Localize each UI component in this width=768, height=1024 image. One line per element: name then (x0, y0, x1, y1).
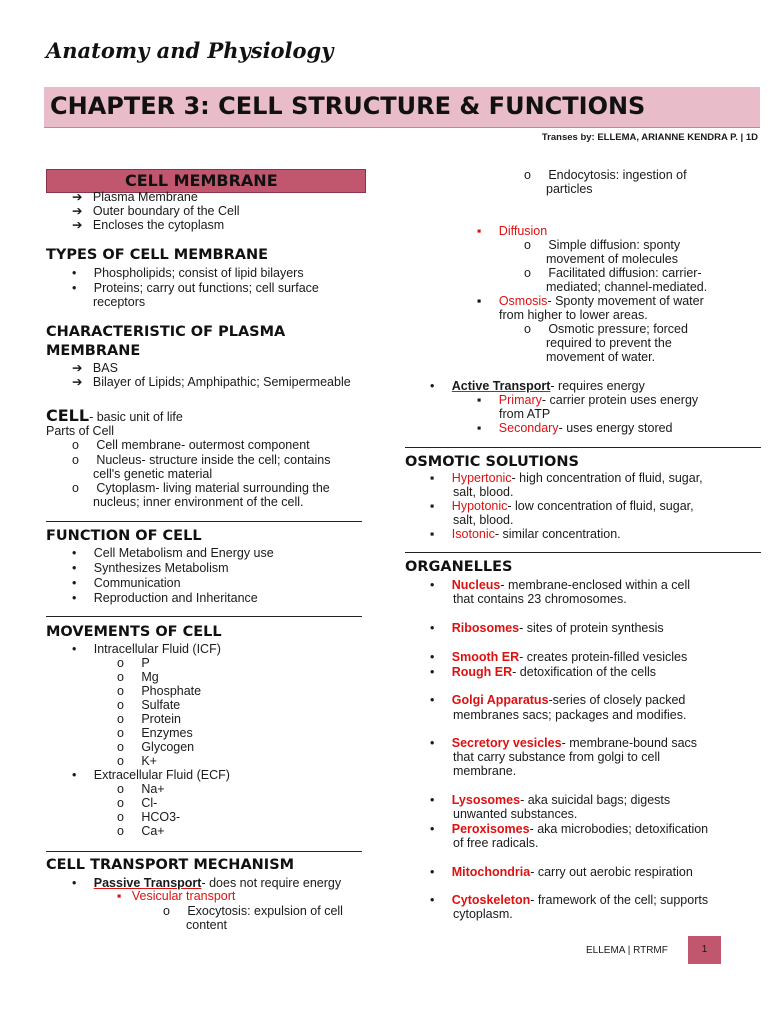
list-item: ▪ Vesicular transport (117, 889, 236, 903)
divider (46, 851, 362, 852)
list-item-continued: cytoplasm. (453, 907, 513, 921)
list-item: ➔ Plasma Membrane (72, 190, 198, 204)
list-item: o Cytoplasm- living material surrounding the (72, 481, 330, 495)
list-item: • Phospholipids; consist of lipid bilayers (72, 266, 304, 280)
list-item: • Peroxisomes- aka microbodies; detoxification (430, 822, 709, 836)
list-item: • Extracellular Fluid (ECF) (72, 768, 230, 782)
cell-membrane-title: CELL MEMBRANE (125, 171, 278, 190)
list-item: ▪ Secondary- uses energy stored (477, 421, 673, 435)
page-number-badge (688, 936, 721, 964)
list-item-continued: movement of molecules (546, 252, 679, 266)
list-item-continued: required to prevent the (546, 336, 672, 350)
list-item: o Glycogen (117, 740, 195, 754)
section-heading: TYPES OF CELL MEMBRANE (46, 247, 269, 263)
list-item-continued: membranes sacs; packages and modifies. (453, 708, 687, 722)
list-item: o Nucleus- structure inside the cell; contains (72, 453, 331, 467)
list-item-continued: of free radicals. (453, 836, 539, 850)
list-item: • Reproduction and Inheritance (72, 591, 258, 605)
section-heading: MEMBRANE (46, 343, 141, 359)
list-item: ➔ Encloses the cytoplasm (72, 218, 225, 232)
chapter-title: CHAPTER 3: CELL STRUCTURE & FUNCTIONS (50, 92, 646, 120)
list-item: o Phosphate (117, 684, 202, 698)
list-item: ▪ Diffusion (477, 224, 548, 238)
list-item-continued: salt, blood. (453, 485, 514, 499)
list-item: ▪ Osmosis- Sponty movement of water (477, 294, 704, 308)
chapter-banner (44, 87, 760, 128)
list-item: ➔ Bilayer of Lipids; Amphipathic; Semipermeable (72, 375, 351, 389)
list-item-continued: particles (546, 182, 593, 196)
list-item-continued: salt, blood. (453, 513, 514, 527)
list-item: • Smooth ER- creates protein-filled vesicles (430, 650, 688, 664)
list-item: • Synthesizes Metabolism (72, 561, 229, 575)
list-item-continued: content (186, 918, 228, 932)
footer-label: ELLEMA | RTRMF (586, 945, 668, 956)
list-item: o Protein (117, 712, 181, 726)
transes-credit: Transes by: ELLEMA, ARIANNE KENDRA P. | 1D (541, 132, 758, 143)
section-heading: CHARACTERISTIC OF PLASMA (46, 324, 286, 340)
list-item: ➔ Outer boundary of the Cell (72, 204, 240, 218)
list-item: o Exocytosis: expulsion of cell (163, 904, 343, 918)
section-heading: ORGANELLES (405, 559, 513, 575)
list-item-continued: that contains 23 chromosomes. (453, 592, 627, 606)
list-item-continued: movement of water. (546, 350, 656, 364)
list-item: • Cell Metabolism and Energy use (72, 546, 274, 560)
list-item-continued: nucleus; inner environment of the cell. (93, 495, 304, 509)
list-item: • Nucleus- membrane-enclosed within a cell (430, 578, 691, 592)
list-item: ▪ Hypertonic- high concentration of fluid, sugar, (430, 471, 703, 485)
list-item: • Proteins; carry out functions; cell surface (72, 281, 319, 295)
list-item-continued: from higher to lower areas. (499, 308, 648, 322)
list-item: ➔ BAS (72, 361, 118, 375)
list-item: • Golgi Apparatus-series of closely packed (430, 693, 686, 707)
course-title: Anatomy and Physiology (46, 38, 334, 63)
list-item: o Ca+ (117, 824, 165, 838)
list-item-continued: cell's genetic material (93, 467, 213, 481)
list-item: ▪ Isotonic- similar concentration. (430, 527, 621, 541)
list-item: o Mg (117, 670, 159, 684)
list-item: o K+ (117, 754, 157, 768)
list-item: o Simple diffusion: sponty (524, 238, 681, 252)
list-item: • Mitochondria- carry out aerobic respiration (430, 865, 693, 879)
list-item-continued: from ATP (499, 407, 551, 421)
divider (46, 521, 362, 522)
list-item: • Cytoskeleton- framework of the cell; supports (430, 893, 709, 907)
list-item: o HCO3- (117, 810, 181, 824)
section-heading: OSMOTIC SOLUTIONS (405, 454, 579, 470)
list-item: • Intracellular Fluid (ICF) (72, 642, 221, 656)
list-item: ▪ Primary- carrier protein uses energy (477, 393, 699, 407)
cell-definition: CELL- basic unit of life (46, 406, 183, 425)
list-item-continued: mediated; channel-mediated. (546, 280, 708, 294)
section-heading: FUNCTION OF CELL (46, 528, 202, 544)
list-item-continued: membrane. (453, 764, 517, 778)
parts-of-cell-label: Parts of Cell (46, 424, 115, 438)
list-item: • Secretory vesicles- membrane-bound sacs (430, 736, 698, 750)
list-item-continued: receptors (93, 295, 146, 309)
list-item-continued: that carry substance from golgi to cell (453, 750, 661, 764)
list-item: o Osmotic pressure; forced (524, 322, 688, 336)
list-item: o Cl- (117, 796, 158, 810)
list-item: • Passive Transport- does not require energy (72, 876, 342, 890)
divider (405, 552, 761, 553)
section-heading: MOVEMENTS OF CELL (46, 624, 222, 640)
list-item: • Communication (72, 576, 181, 590)
list-item: o Na+ (117, 782, 165, 796)
list-item: o Endocytosis: ingestion of (524, 168, 687, 182)
section-heading: CELL TRANSPORT MECHANISM (46, 857, 295, 873)
page-number: 1 (701, 944, 708, 955)
list-item: • Rough ER- detoxification of the cells (430, 665, 656, 679)
list-item: o Enzymes (117, 726, 193, 740)
list-item: o Sulfate (117, 698, 181, 712)
list-item: ▪ Hypotonic- low concentration of fluid, sugar, (430, 499, 694, 513)
list-item: o Cell membrane- outermost component (72, 438, 310, 452)
list-item: o P (117, 656, 150, 670)
list-item: o Facilitated diffusion: carrier- (524, 266, 702, 280)
list-item: • Lysosomes- aka suicidal bags; digests (430, 793, 671, 807)
divider (46, 616, 362, 617)
list-item: • Active Transport- requires energy (430, 379, 645, 393)
list-item-continued: unwanted substances. (453, 807, 578, 821)
divider (405, 447, 761, 448)
list-item: • Ribosomes- sites of protein synthesis (430, 621, 664, 635)
